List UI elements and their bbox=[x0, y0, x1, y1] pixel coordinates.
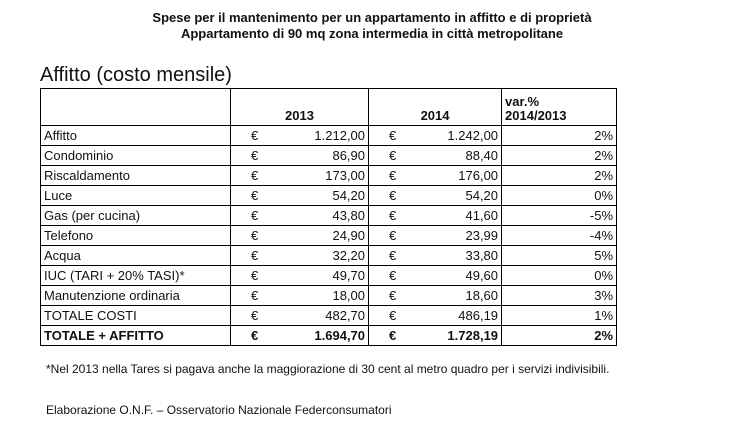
row-label: Manutenzione ordinaria bbox=[41, 286, 231, 306]
row-label: Acqua bbox=[41, 246, 231, 266]
currency-2014: € bbox=[369, 146, 414, 166]
value-2014: 1.242,00 bbox=[414, 126, 502, 146]
table-row bbox=[41, 266, 617, 286]
currency-2013: € bbox=[231, 326, 276, 346]
row-label: Telefono bbox=[41, 226, 231, 246]
variation-percent: 5% bbox=[502, 246, 617, 266]
variation-percent: 1% bbox=[502, 306, 617, 326]
header-var-line1: var.% bbox=[505, 94, 540, 109]
variation-percent: 0% bbox=[502, 266, 617, 286]
variation-percent: 3% bbox=[502, 286, 617, 306]
value-2014: 486,19 bbox=[414, 306, 502, 326]
variation-percent: 2% bbox=[502, 166, 617, 186]
row-label: TOTALE COSTI bbox=[41, 306, 231, 326]
header-2014: 2014 bbox=[369, 89, 502, 126]
header-var-line2: 2014/2013 bbox=[505, 108, 567, 123]
row-label: Condominio bbox=[41, 146, 231, 166]
variation-percent: -5% bbox=[502, 206, 617, 226]
value-2013: 43,80 bbox=[276, 206, 369, 226]
value-2013: 18,00 bbox=[276, 286, 369, 306]
currency-2014: € bbox=[369, 206, 414, 226]
table-row bbox=[41, 246, 617, 266]
currency-2014: € bbox=[369, 226, 414, 246]
value-2013: 54,20 bbox=[276, 186, 369, 206]
currency-2013: € bbox=[231, 166, 276, 186]
value-2014: 1.728,19 bbox=[414, 326, 502, 346]
source-credit: Elaborazione O.N.F. – Osservatorio Nazionale Federconsumatori bbox=[46, 403, 392, 417]
value-2014: 23,99 bbox=[414, 226, 502, 246]
variation-percent: -4% bbox=[502, 226, 617, 246]
currency-2013: € bbox=[231, 266, 276, 286]
section-heading: Affitto (costo mensile) bbox=[40, 64, 232, 86]
value-2014: 18,60 bbox=[414, 286, 502, 306]
value-2013: 49,70 bbox=[276, 266, 369, 286]
header-label-cell bbox=[41, 89, 231, 126]
value-2014: 54,20 bbox=[414, 186, 502, 206]
variation-percent: 2% bbox=[502, 146, 617, 166]
currency-2014: € bbox=[369, 286, 414, 306]
row-label: IUC (TARI + 20% TASI)* bbox=[41, 266, 231, 286]
table-row bbox=[41, 146, 617, 166]
value-2014: 49,60 bbox=[414, 266, 502, 286]
table-row bbox=[41, 126, 617, 146]
page-subtitle-location: Appartamento di 90 mq zona intermedia in città metropolitane bbox=[180, 26, 564, 41]
currency-2014: € bbox=[369, 306, 414, 326]
currency-2013: € bbox=[231, 146, 276, 166]
value-2013: 24,90 bbox=[276, 226, 369, 246]
value-2013: 173,00 bbox=[276, 166, 369, 186]
table-row bbox=[41, 166, 617, 186]
table-row bbox=[41, 306, 617, 326]
currency-2013: € bbox=[231, 126, 276, 146]
value-2014: 88,40 bbox=[414, 146, 502, 166]
value-2014: 41,60 bbox=[414, 206, 502, 226]
value-2013: 482,70 bbox=[276, 306, 369, 326]
table-row bbox=[41, 286, 617, 306]
currency-2014: € bbox=[369, 266, 414, 286]
table-row bbox=[41, 206, 617, 226]
currency-2013: € bbox=[231, 286, 276, 306]
variation-percent: 2% bbox=[502, 126, 617, 146]
currency-2013: € bbox=[231, 246, 276, 266]
currency-2013: € bbox=[231, 226, 276, 246]
header-variation bbox=[502, 89, 617, 126]
currency-2014: € bbox=[369, 126, 414, 146]
value-2014: 176,00 bbox=[414, 166, 502, 186]
table-row bbox=[41, 326, 617, 346]
row-label: TOTALE + AFFITTO bbox=[41, 326, 231, 346]
currency-2014: € bbox=[369, 246, 414, 266]
currency-2014: € bbox=[369, 326, 414, 346]
value-2013: 32,20 bbox=[276, 246, 369, 266]
table-row bbox=[41, 226, 617, 246]
row-label: Gas (per cucina) bbox=[41, 206, 231, 226]
table-row bbox=[41, 186, 617, 206]
value-2013: 1.694,70 bbox=[276, 326, 369, 346]
currency-2013: € bbox=[231, 186, 276, 206]
currency-2013: € bbox=[231, 306, 276, 326]
row-label: Riscaldamento bbox=[41, 166, 231, 186]
currency-2013: € bbox=[231, 206, 276, 226]
cost-table bbox=[40, 88, 617, 346]
row-label: Affitto bbox=[41, 126, 231, 146]
value-2014: 33,80 bbox=[414, 246, 502, 266]
variation-percent: 0% bbox=[502, 186, 617, 206]
table-header-row bbox=[41, 89, 617, 126]
currency-2014: € bbox=[369, 186, 414, 206]
currency-2014: € bbox=[369, 166, 414, 186]
row-label: Luce bbox=[41, 186, 231, 206]
value-2013: 86,90 bbox=[276, 146, 369, 166]
value-2013: 1.212,00 bbox=[276, 126, 369, 146]
footnote: *Nel 2013 nella Tares si pagava anche la maggiorazione di 30 cent al metro quadro per i servizi indivisibili. bbox=[46, 362, 610, 376]
header-2013: 2013 bbox=[231, 89, 369, 126]
variation-percent: 2% bbox=[502, 326, 617, 346]
page-title: Spese per il mantenimento per un appartamento in affitto e di proprietà bbox=[152, 10, 592, 25]
